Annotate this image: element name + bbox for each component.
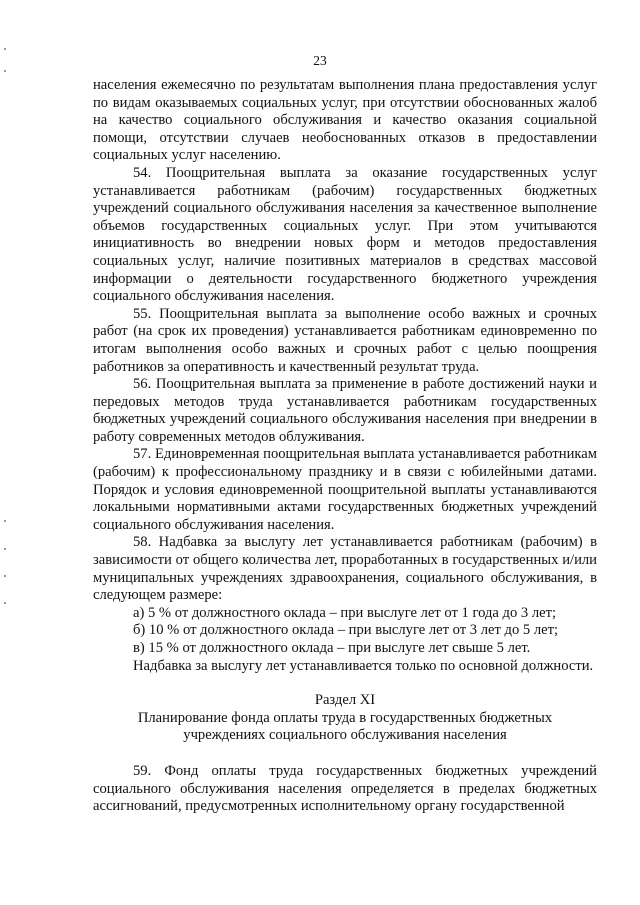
document-body: [93, 77, 597, 816]
paragraph-58: 58. Надбавка за выслугу лет устанавливается работникам (рабочим) в зависимости от общего количества лет, проработанных в государственных и/или муниципальных учреждениях здравоохранения, социального обслуживания, в следующем размере:: [93, 534, 597, 604]
list-item: а) 5 % от должностного оклада – при выслуге лет от 1 года до 3 лет;: [133, 604, 557, 621]
paragraph-continuation: населения ежемесячно по результатам выполнения плана предоставления услуг по видам оказываемых социальных услуг, при отсутствии обоснованных жалоб на качество социального обслуживания и качество оказания социальной помощи, отсутствии случаев необоснованных отказов в предоставлении социальных услуг населению.: [93, 77, 597, 164]
paragraph-57: 57. Единовременная поощрительная выплата устанавливается работникам (рабочим) к профессиональному празднику и в связи с юбилейными датами. Порядок и условия единовременной поощрительной выплаты устанавливаются локальными нормативными актами государственных бюджетных учреждений социального обслуживания населения.: [93, 446, 597, 533]
section-heading-line-1: Планирование фонда оплаты труда в государственных бюджетных: [137, 709, 553, 726]
section-heading-line-2: учреждениях социального обслуживания населения: [183, 727, 507, 744]
paragraph-59: 59. Фонд оплаты труда государственных бюджетных учреждений социального обслуживания населения определяется в пределах бюджетных ассигнований, предусмотренных исполнительному органу государственной: [93, 762, 597, 815]
section-title: Раздел XI: [314, 692, 376, 709]
list-item: в) 15 % от должностного оклада – при выслуге лет свыше 5 лет.: [133, 640, 531, 656]
page-number: 23: [313, 53, 327, 68]
paragraph-seniority-note: Надбавка за выслугу лет устанавливается только по основной должности.: [133, 657, 594, 674]
paragraph-56: 56. Поощрительная выплата за применение в работе достижений науки и передовых методов труда устанавливается работникам государственных бюджетных учреждений социального обслуживания населения при внедрении в работу современных методов облуживания.: [93, 376, 597, 445]
list-item: б) 10 % от должностного оклада – при выслуге лет от 3 лет до 5 лет;: [133, 622, 559, 639]
paragraph-54: 54. Поощрительная выплата за оказание государственных услуг устанавливается работникам (рабочим) государственных бюджетных учреждений социального обслуживания населения за качественное выполнение объемов государственных социальных услуг. При этом учитываются инициативность во внедрении новых форм и методов предоставления социальных услуг, наличие позитивных материалов в средствах массовой информации о деятельности государственного бюджетного учреждения социального обслуживания населения.: [93, 164, 597, 305]
paragraph-55: 55. Поощрительная выплата за выполнение особо важных и срочных работ (на срок их проведения) устанавливается работникам единовременно по итогам выполнения особо важных и срочных работ с целью поощрения работников за оперативность и качественный результат труда.: [93, 305, 597, 375]
scan-margin-marks: [4, 0, 10, 905]
